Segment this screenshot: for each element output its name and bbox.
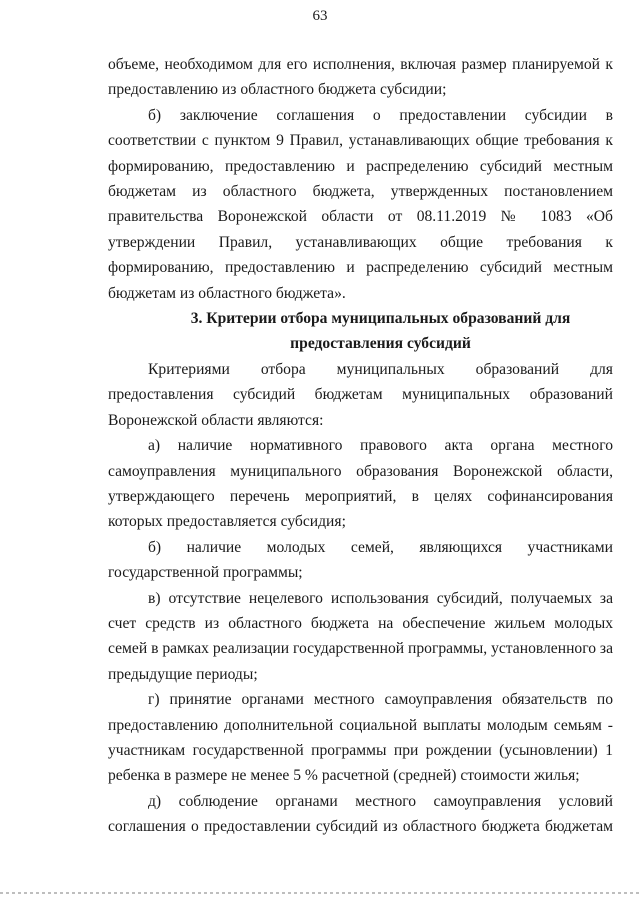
paragraph-criterion-a: а) наличие нормативного правового акта органа местного самоуправления муниципального образования Воронежской области, утверждающего перечень мероприятий, в целях софинансирования которых предоставляется субсидия;	[108, 437, 613, 531]
paragraph-criterion-d: д) соблюдение органами местного самоуправления условий соглашения о предоставлении субсидий из областного бюджета бюджетам	[108, 792, 613, 836]
paragraph-criterion-v: в) отсутствие нецелевого использования субсидий, получаемых за счет средств из областного бюджета на обеспечение жильем молодых семей в рамках реализации государственной программы, установленного за предыдущие периоды;	[108, 589, 613, 683]
paragraph-criterion-b: б) наличие молодых семей, являющихся участниками государственной программы;	[108, 538, 613, 582]
page-number: 63	[312, 8, 328, 24]
paragraph-criterion-g: г) принятие органами местного самоуправления обязательств по предоставлению дополнительной социальной выплаты молодым семьям - участникам государственной программы при рождении (усыновлении) 1 ребенка в размере не менее 5 % расчетной (средней) стоимости жилья;	[108, 691, 613, 785]
scan-edge-divider	[0, 892, 640, 894]
section-heading-line-1: 3. Критерии отбора муниципальных образований для	[190, 310, 571, 328]
paragraph-criteria-intro: Критериями отбора муниципальных образований для предоставления субсидий бюджетам муниципальных образований Воронежской области являются:	[108, 360, 613, 429]
paragraph-continuation: объеме, необходимом для его исполнения, включая размер планируемой к предоставлению из областного бюджета субсидии;	[108, 56, 613, 99]
document-body	[108, 52, 613, 840]
paragraph-item-b-agreement: б) заключение соглашения о предоставлении субсидии в соответствии с пунктом 9 Правил, устанавливающих общие требования к формированию, предоставлению и распределению субсидий местным бюджетам из областного бюджета, утвержденных постановлением правительства Воронежской области от 08.11.2019 № 1083 «Об утверждении Правил, устанавливающих общие требования к формированию, предоставлению и распределению субсидий местным бюджетам из областного бюджета».	[108, 106, 613, 302]
section-heading-line-2: предоставления субсидий	[290, 335, 471, 353]
